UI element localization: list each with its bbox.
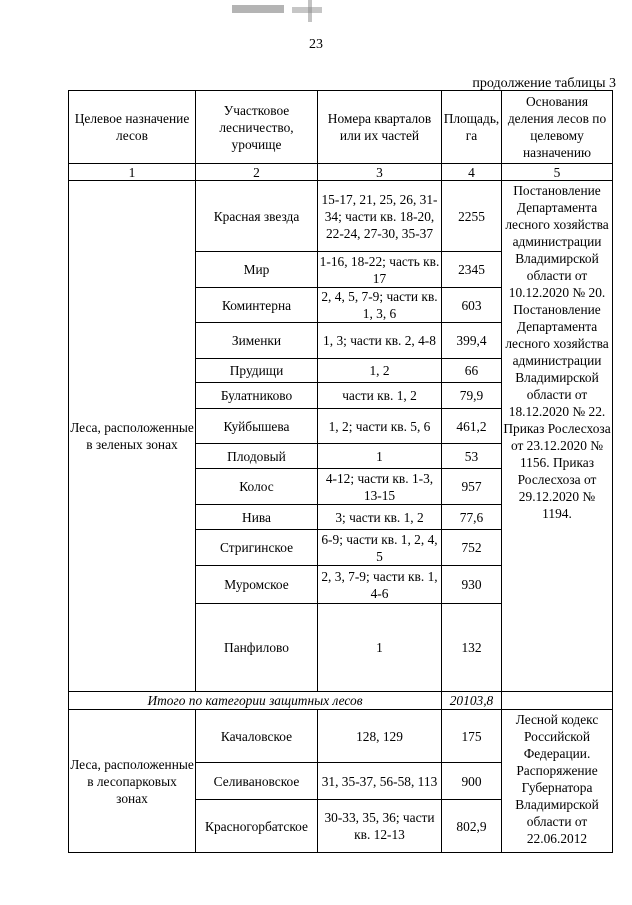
basis-text: Постановление Департамента лесного хозяйства администрации Владимирской области от 10.12.2020 № 20. Постановление Департамента лесного хозяйства администрации Владимирской области от 18.12.2020 № 22. Приказ Рослесхоза от 23.12.2020 № 1156. Приказ Рослесхоза от 29.12.2020 № 1194.: [503, 183, 611, 521]
column-number: 5: [502, 164, 613, 181]
area-cell: 603: [442, 288, 502, 323]
forestry-cell: Качаловское: [196, 710, 318, 763]
area-cell: 900: [442, 763, 502, 800]
area-cell: 132: [442, 604, 502, 692]
quarters-cell: 1, 2; части кв. 5, 6: [318, 409, 442, 444]
quarters-cell: 2, 4, 5, 7-9; части кв. 1, 3, 6: [318, 288, 442, 323]
forestry-cell: Мир: [196, 252, 318, 288]
basis-cell: [502, 710, 613, 853]
area-cell: 957: [442, 469, 502, 505]
quarters-cell: 30-33, 35, 36; части кв. 12-13: [318, 800, 442, 853]
basis-cell: [502, 181, 613, 692]
quarters-cell: 3; части кв. 1, 2: [318, 505, 442, 530]
column-header: Площадь, га: [442, 91, 502, 164]
area-cell: 752: [442, 530, 502, 566]
purpose-cell: Леса, расположенные в зеленых зонах: [69, 181, 196, 692]
scan-mark: [308, 0, 312, 22]
forestry-cell: Красная звезда: [196, 181, 318, 252]
area-cell: 66: [442, 359, 502, 383]
column-number: 2: [196, 164, 318, 181]
forestry-cell: Панфилово: [196, 604, 318, 692]
total-value: 20103,8: [442, 692, 502, 710]
forestry-cell: Коминтерна: [196, 288, 318, 323]
total-empty-cell: [502, 692, 613, 710]
forestry-cell: Нива: [196, 505, 318, 530]
total-row: [69, 692, 613, 710]
table-row: [69, 710, 613, 763]
quarters-cell: 1, 3; части кв. 2, 4-8: [318, 323, 442, 359]
forestry-cell: Селивановское: [196, 763, 318, 800]
forestry-cell: Зименки: [196, 323, 318, 359]
table-continuation-label: продолжение таблицы 3: [472, 76, 616, 91]
column-header: Участковое лесничество, урочище: [196, 91, 318, 164]
column-header: Основания деления лесов по целевому назначению: [502, 91, 613, 164]
area-cell: 53: [442, 444, 502, 469]
table-header-row: [69, 91, 613, 164]
total-label: Итого по категории защитных лесов: [69, 692, 442, 710]
quarters-cell: 2, 3, 7-9; части кв. 1, 4-6: [318, 566, 442, 604]
quarters-cell: 6-9; части кв. 1, 2, 4, 5: [318, 530, 442, 566]
area-cell: 2255: [442, 181, 502, 252]
quarters-cell: части кв. 1, 2: [318, 383, 442, 409]
forestry-cell: Муромское: [196, 566, 318, 604]
column-number-row: [69, 164, 613, 181]
purpose-cell: Леса, расположенные в лесопарковых зонах: [69, 710, 196, 853]
quarters-cell: 1: [318, 604, 442, 692]
forest-table: [68, 90, 613, 853]
column-number: 3: [318, 164, 442, 181]
area-cell: 802,9: [442, 800, 502, 853]
area-cell: 461,2: [442, 409, 502, 444]
forestry-cell: Колос: [196, 469, 318, 505]
column-header: Целевое назначение лесов: [69, 91, 196, 164]
forestry-cell: Булатниково: [196, 383, 318, 409]
table-row: [69, 181, 613, 252]
column-number: 4: [442, 164, 502, 181]
quarters-cell: 1-16, 18-22; часть кв. 17: [318, 252, 442, 288]
quarters-cell: 15-17, 21, 25, 26, 31-34; части кв. 18-20, 22-24, 27-30, 35-37: [318, 181, 442, 252]
forestry-cell: Плодовый: [196, 444, 318, 469]
quarters-cell: 1, 2: [318, 359, 442, 383]
quarters-cell: 4-12; части кв. 1-3, 13-15: [318, 469, 442, 505]
column-header: Номера кварталов или их частей: [318, 91, 442, 164]
area-cell: 175: [442, 710, 502, 763]
area-cell: 399,4: [442, 323, 502, 359]
area-cell: 930: [442, 566, 502, 604]
area-cell: 77,6: [442, 505, 502, 530]
area-cell: 2345: [442, 252, 502, 288]
area-cell: 79,9: [442, 383, 502, 409]
column-number: 1: [69, 164, 196, 181]
basis-text: Лесной кодекс Российской Федерации. Распоряжение Губернатора Владимирской области от 22.06.2012: [515, 712, 599, 846]
forestry-cell: Стригинское: [196, 530, 318, 566]
quarters-cell: 31, 35-37, 56-58, 113: [318, 763, 442, 800]
quarters-cell: 1: [318, 444, 442, 469]
page-number: 23: [309, 37, 323, 52]
forestry-cell: Красногорбатское: [196, 800, 318, 853]
forestry-cell: Куйбышева: [196, 409, 318, 444]
quarters-cell: 128, 129: [318, 710, 442, 763]
forestry-cell: Прудищи: [196, 359, 318, 383]
